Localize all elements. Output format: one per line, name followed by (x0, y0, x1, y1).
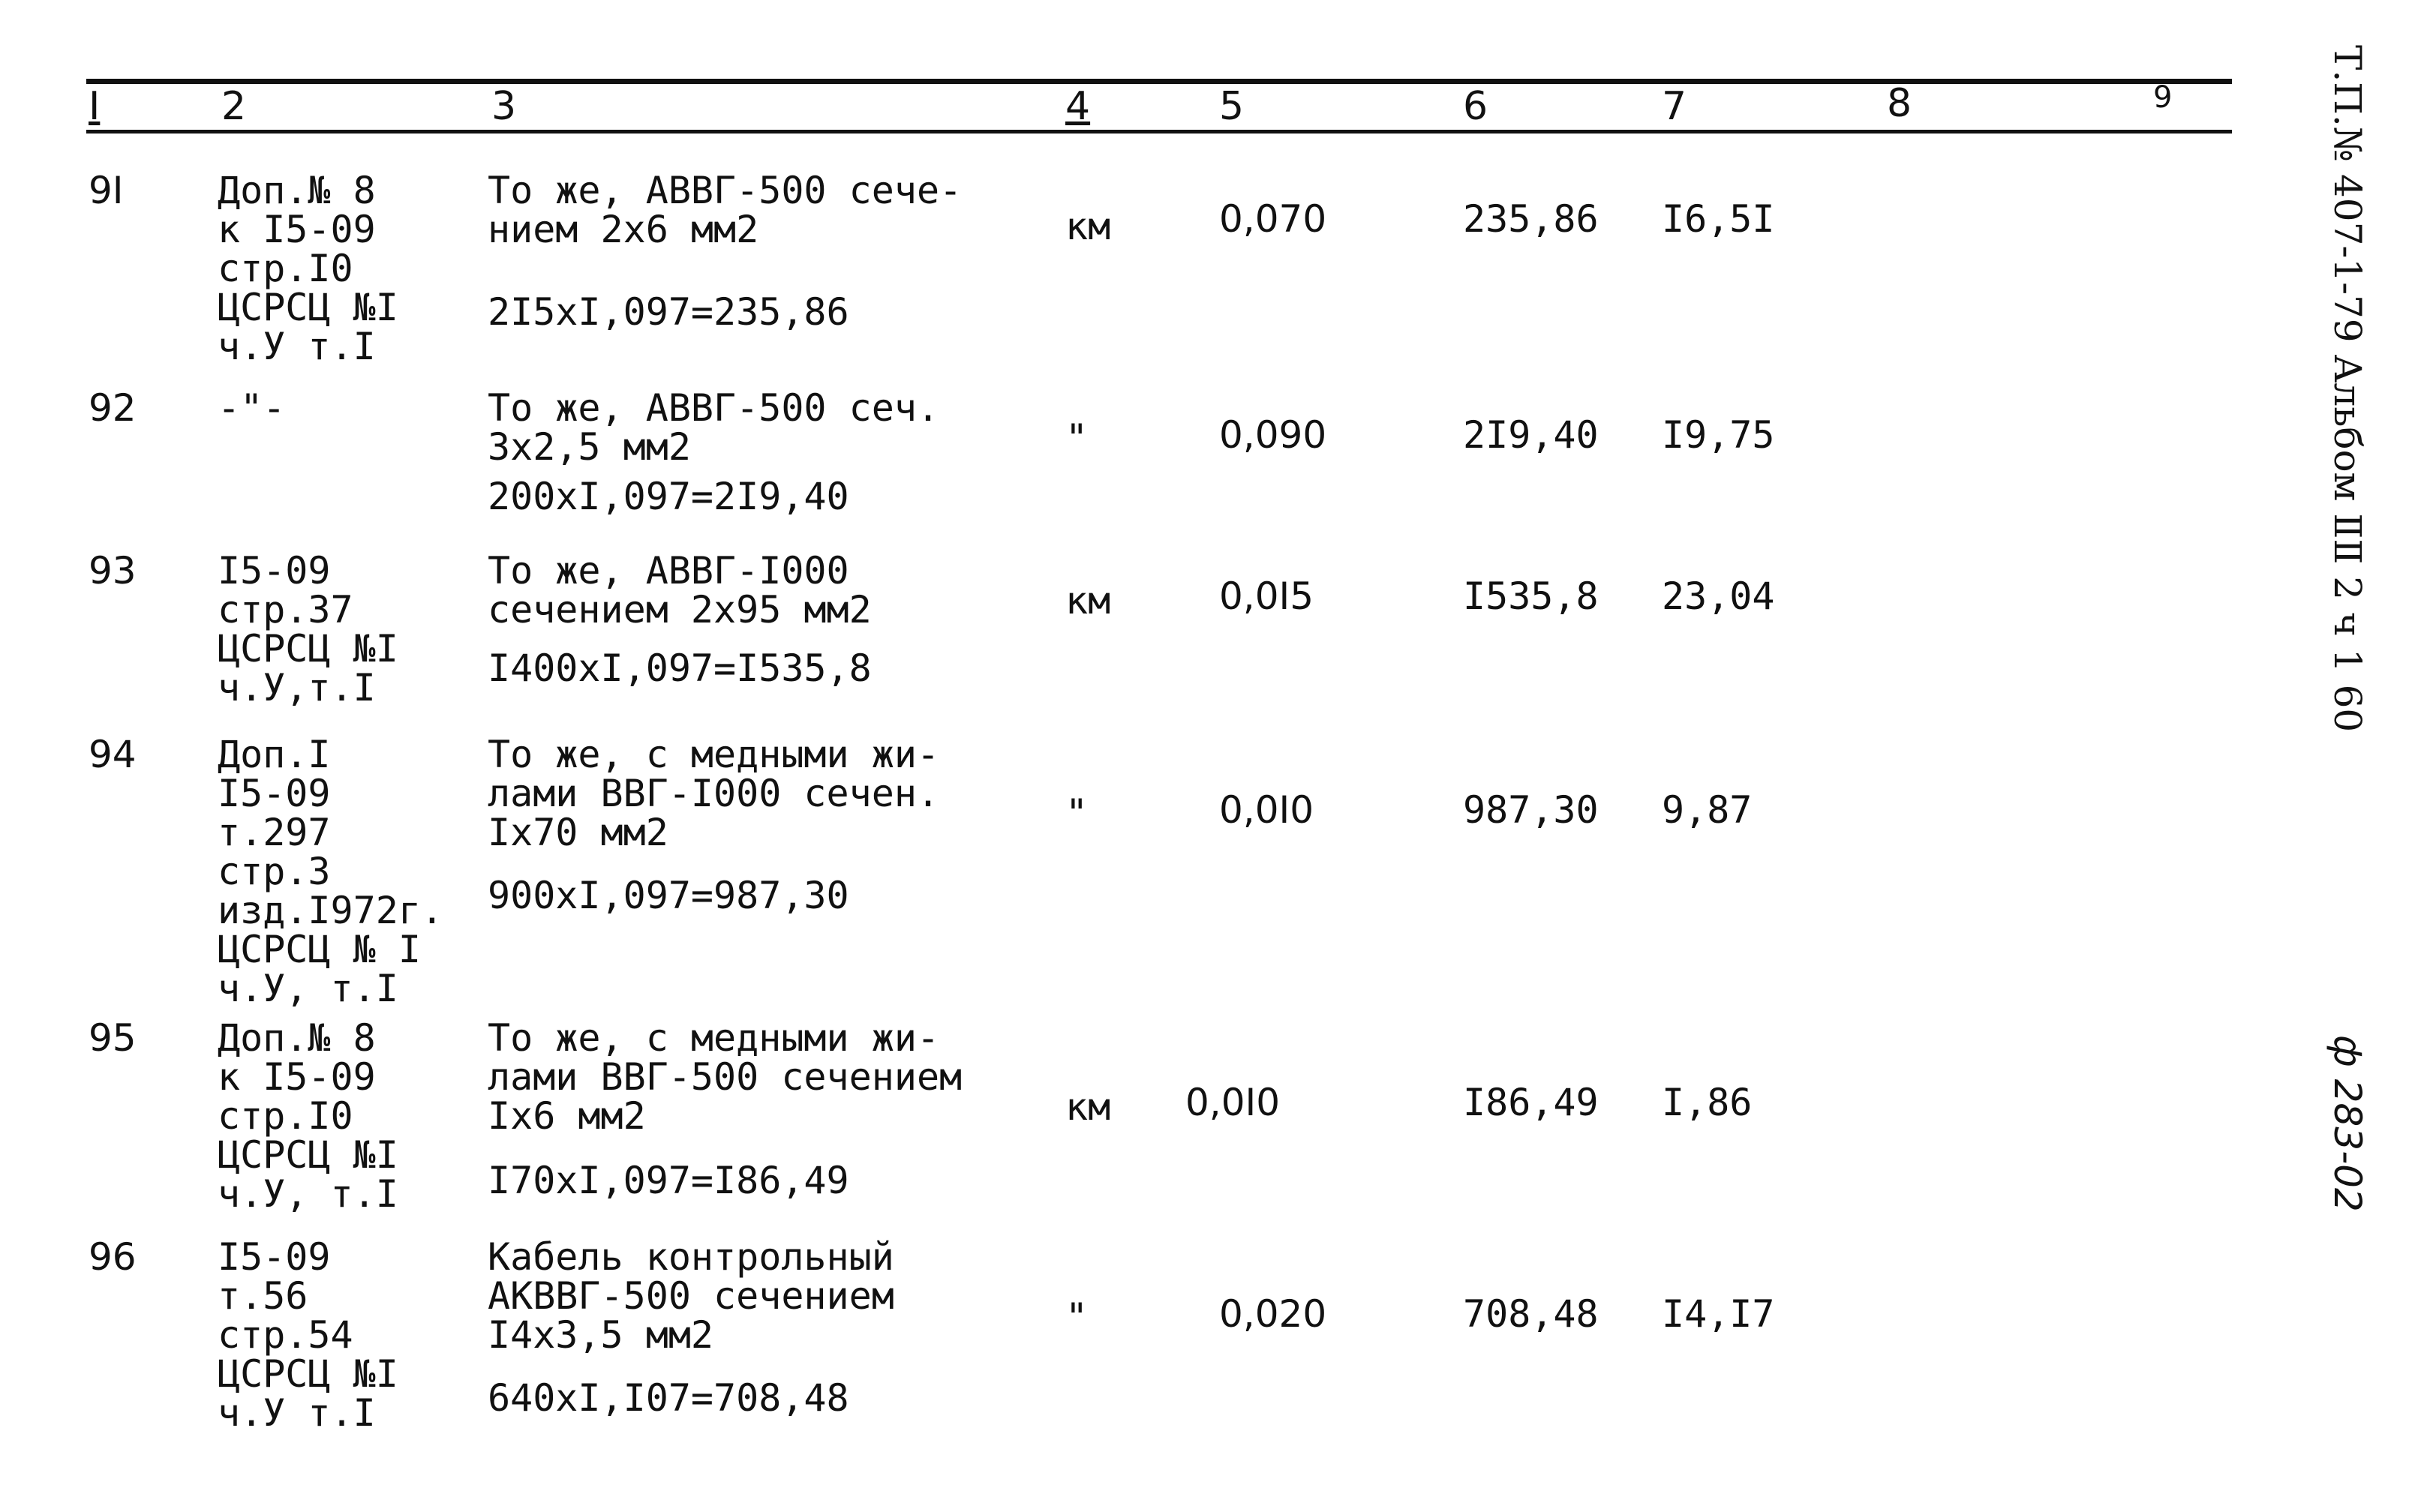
row-description (488, 171, 962, 249)
row-quantity: 0,020 (1219, 1292, 1327, 1336)
row-description (488, 735, 939, 852)
reference-line: стр.I0 (218, 247, 353, 290)
col-header-4: 4 (1065, 84, 1091, 129)
row-reference (218, 1235, 398, 1435)
description-line: лами ВВГ-I000 сечен. (488, 772, 940, 815)
col-header-1: I (89, 84, 101, 129)
reference-line: ч.У т.I (218, 325, 376, 368)
row-unit: " (1065, 791, 1089, 835)
row-reference (218, 388, 285, 428)
row-unit: " (1065, 416, 1089, 460)
reference-line: I5-09 (218, 772, 331, 815)
reference-line: I5-09 (218, 549, 331, 592)
row-price: I535,8 (1463, 574, 1599, 618)
row-number: 92 (89, 386, 137, 430)
description-line: 3х2,5 мм2 (488, 425, 691, 469)
reference-line: стр.3 (218, 850, 331, 893)
reference-line: Доп.I (218, 733, 331, 776)
row-description (488, 549, 872, 632)
row-unit: км (1065, 205, 1111, 248)
col-header-6: 6 (1463, 84, 1488, 129)
row-quantity: 0,070 (1219, 197, 1327, 241)
description-line: То же, АВВГ-I000 (488, 549, 849, 592)
col-header-3: 3 (491, 84, 517, 129)
header-bottom-rule (86, 130, 2232, 134)
reference-line: к I5-09 (218, 1055, 376, 1099)
row-price: 2I9,40 (1463, 413, 1599, 457)
description-line: То же, с медными жи- (488, 1016, 940, 1060)
description-line: То же, АВВГ-500 сеч. (488, 386, 940, 430)
row-quantity: 0,0I0 (1219, 788, 1314, 832)
row-total: I9,75 (1662, 413, 1775, 457)
reference-line: ЦСРСЦ № I (218, 928, 421, 971)
reference-line: стр.54 (218, 1313, 353, 1357)
row-calculation: 640хI,I07=708,48 (488, 1376, 849, 1420)
row-calculation: I70хI,097=I86,49 (488, 1159, 849, 1202)
row-number: 94 (89, 733, 137, 776)
row-number: 96 (89, 1235, 137, 1279)
reference-line: ЦСРСЦ №I (218, 286, 398, 329)
description-line: лами ВВГ-500 сечением (488, 1055, 963, 1099)
description-line: I4х3,5 мм2 (488, 1313, 714, 1357)
row-total: I,86 (1662, 1081, 1753, 1124)
row-number: 95 (89, 1016, 137, 1060)
reference-line: стр.I0 (218, 1094, 353, 1138)
side-stamp-album: Т.П.№ 407-1-79 Альбом ⅡⅡ 2 ч 1 60 (2326, 45, 2369, 733)
side-stamp-code: ф 283-02 (2326, 1035, 2369, 1212)
description-line: То же, с медными жи- (488, 733, 940, 776)
row-price: I86,49 (1463, 1081, 1599, 1124)
reference-line: ЦСРСЦ №I (218, 627, 398, 670)
row-price: 708,48 (1463, 1292, 1599, 1336)
reference-line: ЦСРСЦ №I (218, 1133, 398, 1177)
reference-line: к I5-09 (218, 208, 376, 251)
reference-line: ч.У, т.I (218, 967, 398, 1010)
row-unit: " (1065, 1295, 1089, 1339)
row-number: 93 (89, 549, 137, 592)
row-description (488, 1018, 962, 1136)
description-line: То же, АВВГ-500 сече- (488, 169, 963, 212)
row-quantity: 0,0I5 (1219, 574, 1314, 618)
row-quantity: 0,0I0 (1185, 1081, 1281, 1124)
reference-line: ч.У, т.I (218, 1172, 398, 1216)
row-total: I6,5I (1662, 197, 1775, 241)
row-calculation: 900хI,097=987,30 (488, 874, 849, 917)
row-description (488, 1235, 894, 1357)
row-calculation: 200хI,097=2I9,40 (488, 475, 849, 518)
description-line: нием 2х6 мм2 (488, 208, 759, 251)
reference-line: стр.37 (218, 588, 353, 632)
reference-line: изд.I972г. (218, 889, 444, 932)
row-total: 23,04 (1662, 574, 1775, 618)
row-calculation: I400хI,097=I535,8 (488, 646, 872, 690)
description-line: АКВВГ-500 сечением (488, 1274, 894, 1318)
reference-line: ЦСРСЦ №I (218, 1352, 398, 1396)
col-header-8: 8 (1887, 81, 1912, 126)
reference-line: т.56 (218, 1274, 308, 1318)
row-number: 9I (89, 169, 124, 212)
row-reference (218, 171, 398, 366)
col-header-5: 5 (1219, 84, 1245, 129)
reference-line: -"- (218, 386, 286, 430)
col-header-7: 7 (1662, 84, 1687, 129)
col-header-2: 2 (221, 84, 247, 129)
row-reference (218, 549, 398, 710)
description-line: Iх70 мм2 (488, 811, 668, 854)
description-line: Кабель контрольный (488, 1235, 894, 1279)
col-header-9: 9 (2153, 80, 2173, 115)
reference-line: т.297 (218, 811, 331, 854)
row-quantity: 0,090 (1219, 413, 1327, 457)
description-line: Iх6 мм2 (488, 1094, 646, 1138)
row-reference (218, 735, 443, 1008)
description-line: сечением 2х95 мм2 (488, 588, 872, 632)
row-total: 9,87 (1662, 788, 1753, 832)
row-price: 987,30 (1463, 788, 1599, 832)
reference-line: ч.У т.I (218, 1391, 376, 1435)
row-description (488, 386, 940, 469)
reference-line: Доп.№ 8 (218, 1016, 376, 1060)
row-price: 235,86 (1463, 197, 1599, 241)
row-calculation: 2I5хI,097=235,86 (488, 290, 849, 334)
row-unit: км (1065, 1085, 1111, 1129)
reference-line: I5-09 (218, 1235, 331, 1279)
reference-line: Доп.№ 8 (218, 169, 376, 212)
row-reference (218, 1018, 398, 1214)
row-unit: км (1065, 579, 1111, 622)
row-total: I4,I7 (1662, 1292, 1775, 1336)
reference-line: ч.У,т.I (218, 666, 376, 710)
